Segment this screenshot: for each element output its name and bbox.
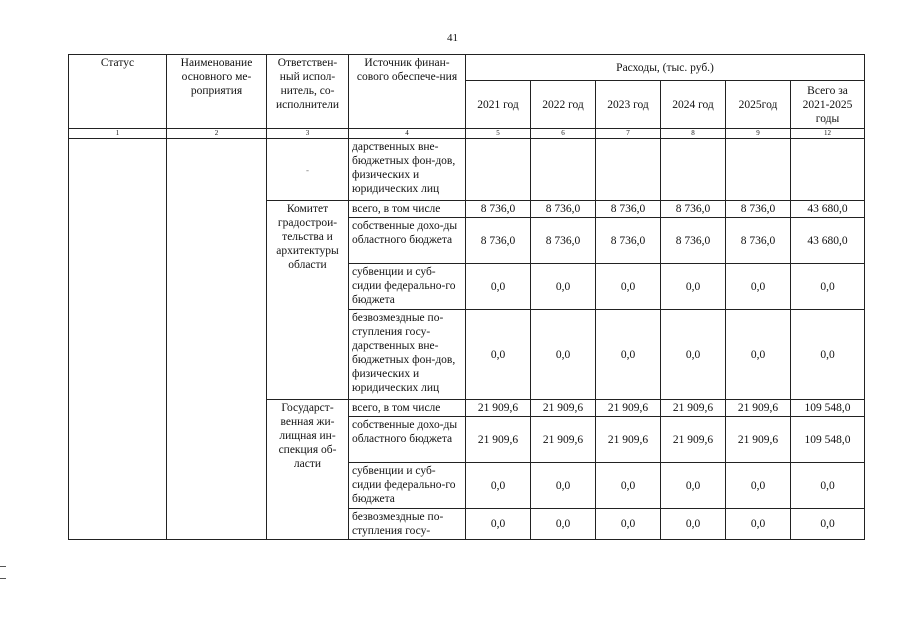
funding-source-cell: субвенции и суб-сидии федерально-го бюджета — [349, 264, 466, 310]
funding-source-cell: дарственных вне-бюджетных фон-дов, физических и юридических лиц — [349, 139, 466, 201]
value-cell: 0,0 — [466, 509, 531, 540]
value-cell: 8 736,0 — [596, 201, 661, 218]
value-cell — [661, 139, 726, 201]
value-cell — [596, 139, 661, 201]
value-cell: 21 909,6 — [661, 417, 726, 463]
header-year-2024: 2024 год — [661, 81, 726, 129]
funding-source-cell: всего, в том числе — [349, 400, 466, 417]
value-cell: 0,0 — [596, 310, 661, 400]
header-year-2021: 2021 год — [466, 81, 531, 129]
value-cell: 21 909,6 — [596, 417, 661, 463]
value-cell: 0,0 — [466, 264, 531, 310]
value-cell: 43 680,0 — [791, 218, 865, 264]
funding-source-cell: безвозмездные по-ступления госу-дарственных вне-бюджетных фон-дов, физических и юридических лиц — [349, 310, 466, 400]
value-cell — [791, 139, 865, 201]
value-cell: 0,0 — [531, 509, 596, 540]
value-cell: 0,0 — [726, 463, 791, 509]
value-cell: 8 736,0 — [596, 218, 661, 264]
value-cell: 8 736,0 — [726, 201, 791, 218]
value-cell: 0,0 — [531, 310, 596, 400]
value-cell: 8 736,0 — [466, 218, 531, 264]
value-cell: 8 736,0 — [466, 201, 531, 218]
column-number: 8 — [661, 129, 726, 139]
value-cell: 43 680,0 — [791, 201, 865, 218]
value-cell: 8 736,0 — [531, 201, 596, 218]
header-year-2023: 2023 год — [596, 81, 661, 129]
value-cell: 8 736,0 — [661, 218, 726, 264]
value-cell: 0,0 — [726, 509, 791, 540]
executor-cell: Комитет градострои-тельства и архитектуры области — [267, 201, 349, 400]
value-cell: 109 548,0 — [791, 417, 865, 463]
value-cell: 21 909,6 — [661, 400, 726, 417]
column-number: 1 — [69, 129, 167, 139]
value-cell: 0,0 — [661, 509, 726, 540]
executor-cell: Государст-венная жи-лищная ин-спекция об-ласти — [267, 400, 349, 540]
value-cell: 0,0 — [791, 509, 865, 540]
funding-source-cell: безвозмездные по-ступления госу- — [349, 509, 466, 540]
value-cell: 109 548,0 — [791, 400, 865, 417]
value-cell: 8 736,0 — [531, 218, 596, 264]
value-cell: 0,0 — [531, 264, 596, 310]
margin-tick — [0, 578, 6, 579]
column-number: 4 — [349, 129, 466, 139]
value-cell: 0,0 — [661, 463, 726, 509]
value-cell: 0,0 — [596, 509, 661, 540]
header-total: Всего за 2021-2025 годы — [791, 81, 865, 129]
value-cell: 21 909,6 — [726, 417, 791, 463]
funding-source-cell: собственные дохо-ды областного бюджета — [349, 218, 466, 264]
header-status: Статус — [69, 55, 167, 129]
expenses-table — [68, 54, 865, 540]
funding-source-cell: собственные дохо-ды областного бюджета — [349, 417, 466, 463]
value-cell: 21 909,6 — [466, 417, 531, 463]
value-cell: 21 909,6 — [531, 400, 596, 417]
column-number: 7 — [596, 129, 661, 139]
page-number: 41 — [447, 32, 458, 44]
value-cell — [466, 139, 531, 201]
funding-source-cell: субвенции и суб-сидии федерально-го бюджета — [349, 463, 466, 509]
value-cell: 0,0 — [596, 264, 661, 310]
value-cell: 0,0 — [466, 310, 531, 400]
value-cell: 0,0 — [791, 463, 865, 509]
header-year-2025: 2025год — [726, 81, 791, 129]
column-number: 3 — [267, 129, 349, 139]
header-expenses: Расходы, (тыс. руб.) — [466, 55, 865, 81]
executor-cell — [267, 139, 349, 201]
column-number: 9 — [726, 129, 791, 139]
value-cell: 0,0 — [661, 310, 726, 400]
executor-mark: - — [306, 164, 309, 175]
value-cell: 0,0 — [791, 264, 865, 310]
status-cell — [69, 139, 167, 540]
main-activity-cell — [167, 139, 267, 540]
value-cell: 0,0 — [791, 310, 865, 400]
value-cell: 8 736,0 — [726, 218, 791, 264]
value-cell — [531, 139, 596, 201]
value-cell: 0,0 — [726, 310, 791, 400]
value-cell: 0,0 — [661, 264, 726, 310]
table-row — [69, 139, 865, 201]
column-number: 5 — [466, 129, 531, 139]
value-cell: 8 736,0 — [661, 201, 726, 218]
value-cell: 0,0 — [531, 463, 596, 509]
margin-tick — [0, 566, 6, 567]
value-cell: 21 909,6 — [466, 400, 531, 417]
header-responsible: Ответствен-ный испол-нитель, со-исполнители — [267, 55, 349, 129]
funding-source-cell: всего, в том числе — [349, 201, 466, 218]
header-year-2022: 2022 год — [531, 81, 596, 129]
value-cell: 0,0 — [596, 463, 661, 509]
column-number: 12 — [791, 129, 865, 139]
column-number: 2 — [167, 129, 267, 139]
column-number-row — [69, 129, 865, 139]
value-cell — [726, 139, 791, 201]
header-funding-source: Источник финан-сового обеспече-ния — [349, 55, 466, 129]
value-cell: 21 909,6 — [726, 400, 791, 417]
header-main-activity: Наименование основного ме-роприятия — [167, 55, 267, 129]
expenses-table-container — [68, 54, 864, 540]
value-cell: 21 909,6 — [596, 400, 661, 417]
value-cell: 0,0 — [726, 264, 791, 310]
column-number: 6 — [531, 129, 596, 139]
value-cell: 21 909,6 — [531, 417, 596, 463]
value-cell: 0,0 — [466, 463, 531, 509]
